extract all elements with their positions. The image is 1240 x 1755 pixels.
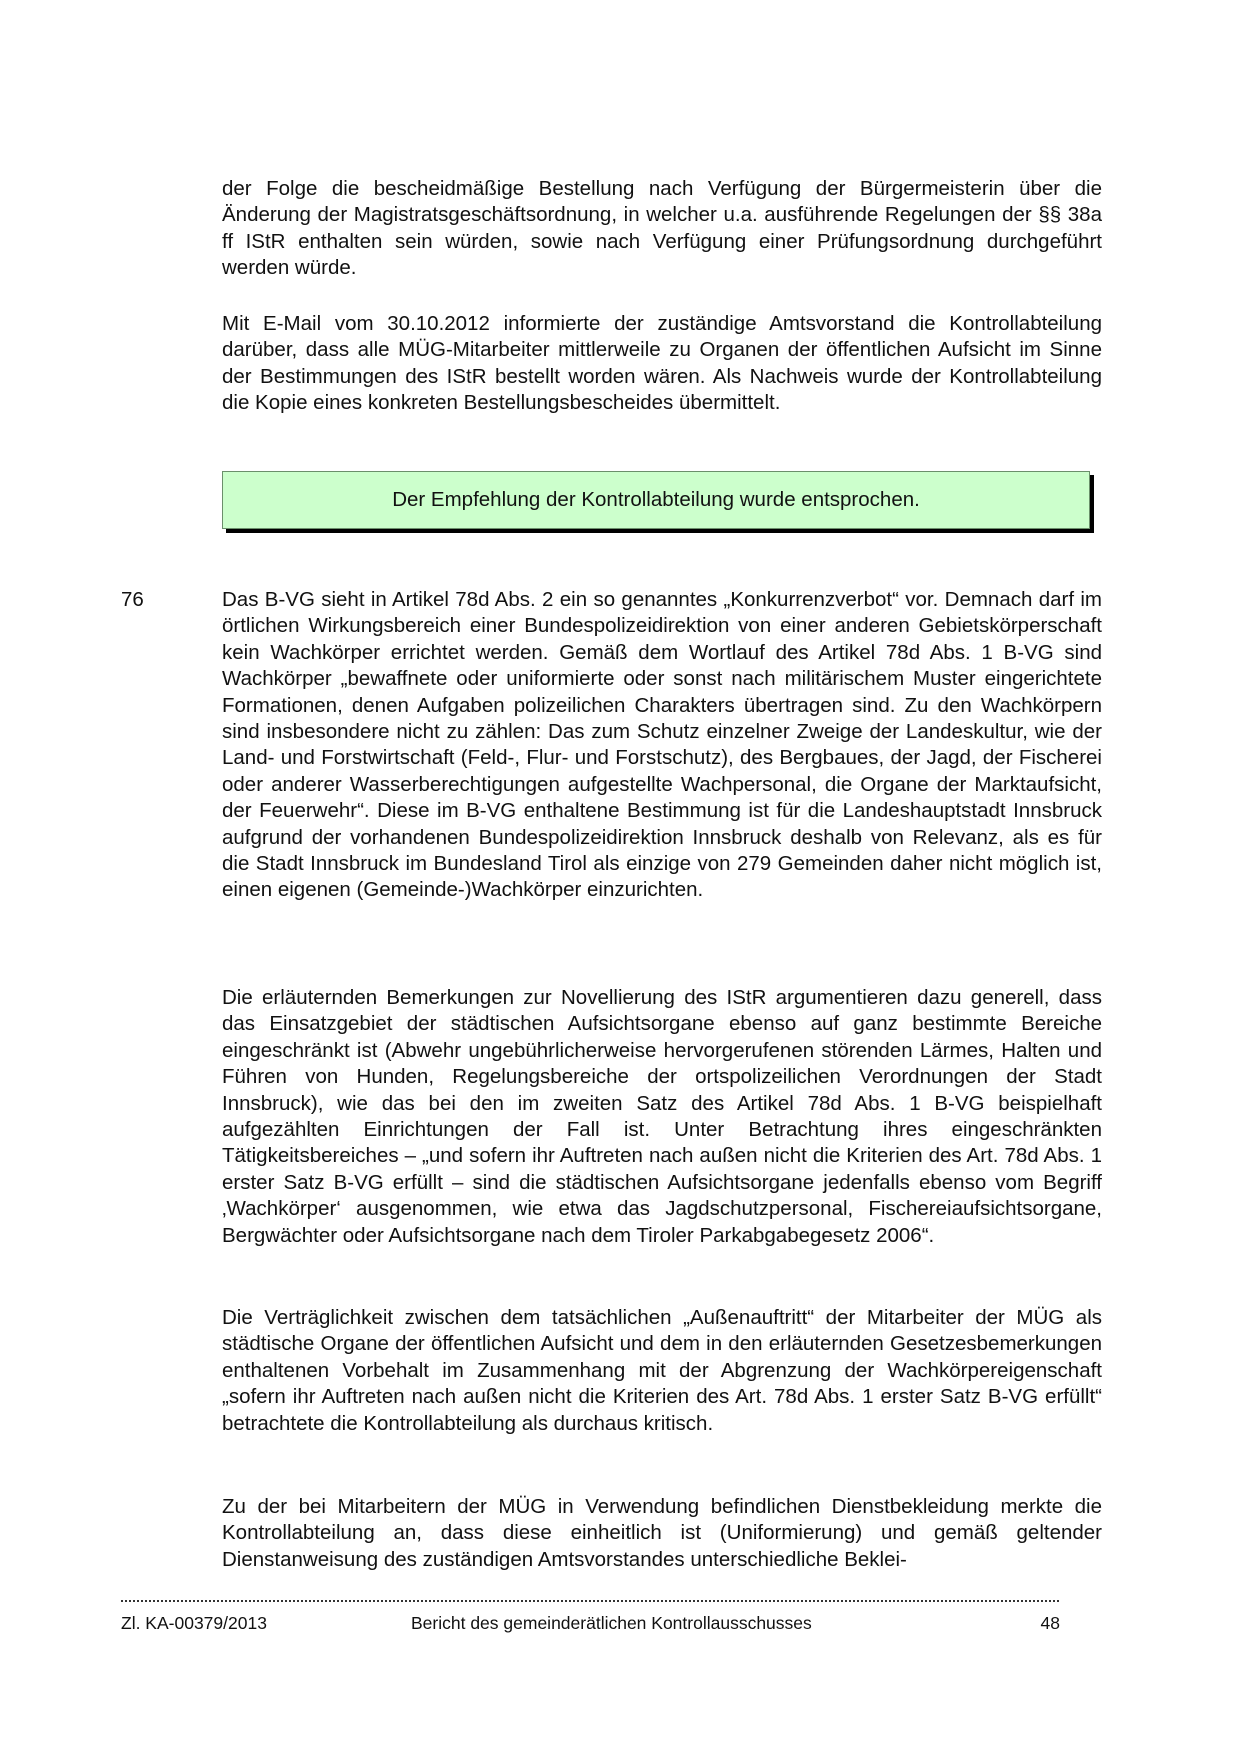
body-paragraph: Die erläuternden Bemerkungen zur Novellierung des IStR argumentieren dazu generell, dass das Einsatzgebiet der städtischen Aufsichtsorgane ebenso auf ganz bestimmte Bereiche eingeschränkt ist (Abwehr ungebührlicherweise hervorgerufenen störenden Lärmes, Halten und Führen von Hunden, Regelungsbereiche der ortspolizeilichen Verordnungen der Stadt Innsbruck), wie das bei den im zweiten Satz des Artikel 78d Abs. 1 B-VG beispielhaft aufgezählten Einrichtungen der Fall ist. Unter Betrachtung ihres eingeschränkten Tätigkeitsbereiches – „und sofern ihr Auftreten nach außen nicht die Kriterien des Art. 78d Abs. 1 erster Satz B-VG erfüllt – sind die städtischen Aufsichtsorgane jedenfalls ebenso vom Begriff ‚Wachkörper‘ ausgenommen, wie etwa das Jagdschutzpersonal, Fischereiaufsichtsorgane, Bergwächter oder Aufsichtsorgane nach dem Tiroler Parkabgabegesetz 2006“. [222,986,1102,1247]
footer-page-number: 48 [1040,1613,1060,1633]
footer-reference: Zl. KA-00379/2013 [121,1613,267,1633]
footer-divider [121,1600,1059,1602]
body-paragraph: Zu der bei Mitarbeitern der MÜG in Verwendung befindlichen Dienstbekleidung merkte die Kontrollabteilung an, dass diese einheitlich ist (Uniformierung) und gemäß geltender Dienstanweisung des zuständigen Amtsvorstandes unterschiedliche Beklei- [222,1495,1102,1571]
body-paragraph: Mit E-Mail vom 30.10.2012 informierte der zuständige Amtsvorstand die Kontrollabteilung darüber, dass alle MÜG-Mitarbeiter mittlerweile zu Organen der öffentlichen Aufsicht im Sinne der Bestimmungen des IStR bestellt worden wären. Als Nachweis wurde der Kontrollabteilung die Kopie eines konkreten Bestellungsbescheides übermittelt. [222,312,1102,415]
footer-title: Bericht des gemeinderätlichen Kontrollausschusses [411,1613,812,1633]
body-paragraph: der Folge die bescheidmäßige Bestellung nach Verfügung der Bürgermeisterin über die Änderung der Magistratsgeschäftsordnung, in welcher u.a. ausführende Regelungen der §§ 38a ff IStR enthalten sein würden, sowie nach Verfügung einer Prüfungsordnung durchgeführt werden würde. [222,177,1102,280]
callout-text: Der Empfehlung der Kontrollabteilung wurde entsprochen. [392,488,920,511]
body-paragraph: Die Verträglichkeit zwischen dem tatsächlichen „Außenauftritt“ der Mitarbeiter der MÜG als städtische Organe der öffentlichen Aufsicht und dem in den erläuternden Gesetzesbemerkungen enthaltenen Vorbehalt im Zusammenhang mit der Abgrenzung der Wachkörpereigenschaft „sofern ihr Auftreten nach außen nicht die Kriterien des Art. 78d Abs. 1 erster Satz B-VG erfüllt“ betrachtete die Kontrollabteilung als durchaus kritisch. [222,1306,1102,1435]
body-paragraph: Das B-VG sieht in Artikel 78d Abs. 2 ein so genanntes „Konkurrenzverbot“ vor. Demnach darf im örtlichen Wirkungsbereich einer Bundespolizeidirektion von einer anderen Gebietskörperschaft kein Wachkörper errichtet werden. Gemäß dem Wortlauf des Artikel 78d Abs. 1 B-VG sind Wachkörper „bewaffnete oder uniformierte oder sonst nach militärischem Muster eingerichtete Formationen, denen Aufgaben polizeilichen Charakters übertragen sind. Zu den Wachkörpern sind insbesondere nicht zu zählen: Das zum Schutz einzelner Zweige der Landeskultur, wie der Land- und Forstwirtschaft (Feld-, Flur- und Forstschutz), des Bergbaues, der Jagd, der Fischerei oder anderer Wasserberechtigungen aufgestellte Wachpersonal, die Organe der Marktaufsicht, der Feuerwehr“. Diese im B-VG enthaltene Bestimmung ist für die Landeshauptstadt Innsbruck aufgrund der vorhandenen Bundespolizeidirektion Innsbruck deshalb von Relevanz, als es für die Stadt Innsbruck im Bundesland Tirol als einzige von 279 Gemeinden daher nicht möglich ist, einen eigenen (Gemeinde-)Wachkörper einzurichten. [222,588,1102,902]
paragraph-number: 76 [121,588,144,611]
recommendation-callout-box [222,471,1090,529]
